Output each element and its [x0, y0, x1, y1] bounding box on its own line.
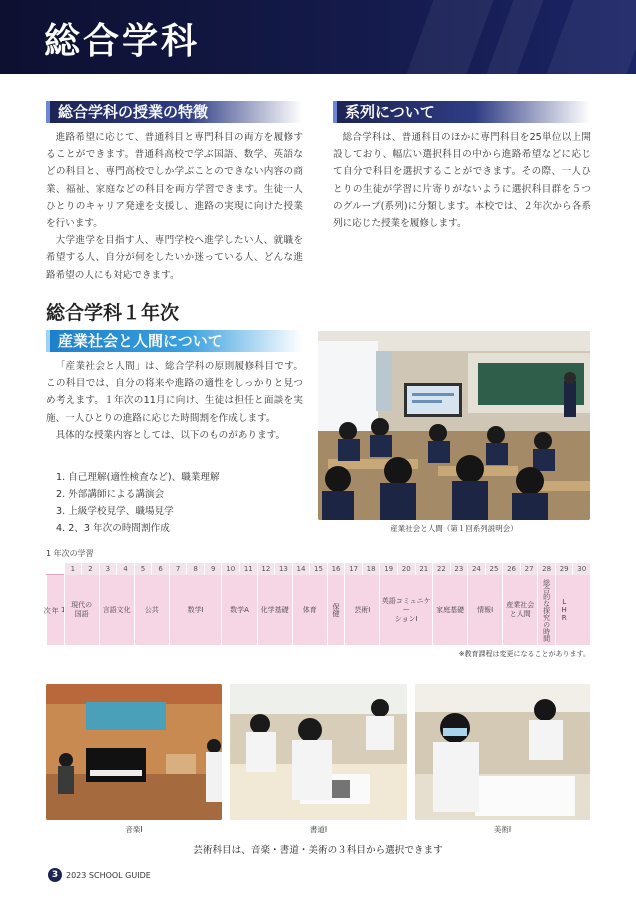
page-header [0, 0, 636, 74]
calligraphy-caption: 書道Ⅰ [309, 825, 328, 834]
period-number: 15 [309, 563, 327, 575]
calligraphy-illustration [230, 684, 407, 820]
year1-paragraph-1: 「産業社会と人間」は、総合学科の原則履修科目です。この科目では、自分の将来や進路の適性をしっかりと見つめ考えます。１年次の11月に向け、生徒は担任と面談を実施、一人ひとりの進路に応じた時間割を作成します。 [46, 361, 303, 424]
period-number: 23 [450, 563, 468, 575]
footer-label: 2023 SCHOOL GUIDE [66, 870, 151, 880]
subject-cell: 体育 [292, 575, 327, 645]
music-photo [46, 684, 222, 820]
classroom-caption: 産業社会と人間（第１回系列説明会） [390, 524, 518, 533]
subject-cell: 産業社会 と人間 [502, 575, 537, 645]
period-number: 13 [274, 563, 292, 575]
period-number: 27 [520, 563, 538, 575]
classroom-illustration [318, 331, 590, 520]
period-number: 22 [432, 563, 450, 575]
period-number: 10 [221, 563, 239, 575]
subject-cell: 英語コミュニケー ションⅠ [379, 575, 432, 645]
features-paragraph-1: 進路希望に応じて、普通科目と専門科目の両方を履修することができます。普通科高校で学ぶ国語、数学、英語などの科目と、専門高校でしか学ぶことのできない内容の商業、福祉、家庭などの科目を両方学習できます。生徒一人ひとりのキャリア発達を支援し、進路の実現に向けた授業を行います。 [46, 132, 303, 230]
art-caption: 美術Ⅰ [493, 825, 512, 834]
period-number: 4 [116, 563, 134, 575]
calligraphy-photo [230, 684, 407, 820]
period-number: 3 [99, 563, 117, 575]
period-number: 1 [64, 563, 82, 575]
list-item: 4. 2、3 年次の時間割作成 [56, 523, 170, 534]
period-number: 16 [327, 563, 345, 575]
timetable-note: ※教育課程は変更になることがあります。 [458, 650, 590, 658]
period-number: 6 [151, 563, 169, 575]
period-number: 17 [344, 563, 362, 575]
period-number: 28 [537, 563, 555, 575]
period-number: 5 [134, 563, 152, 575]
features-text [46, 129, 303, 284]
subject-cell: 総合的な探究の時間 [537, 575, 555, 645]
subject-cell: 情報Ⅰ [467, 575, 502, 645]
timetable-grid [43, 563, 590, 645]
period-number: 18 [362, 563, 380, 575]
list-item: 1. 自己理解(適性検査など)、職業理解 [56, 472, 220, 483]
period-number: 8 [186, 563, 204, 575]
features-paragraph-2: 大学進学を目指す人、専門学校へ進学したい人、就職を希望する人、自分が何をしたいか迷っている人、どんな進路希望の人にも対応できます。 [46, 235, 303, 281]
year1-subheading: 産業社会と人間について [46, 330, 302, 352]
period-number: 14 [292, 563, 310, 575]
subject-cell: LHR [555, 575, 573, 645]
music-caption: 音楽Ⅰ [125, 825, 143, 834]
period-number: 24 [467, 563, 485, 575]
subject-cell: 言語文化 [99, 575, 134, 645]
page-number: 3 [48, 868, 62, 882]
period-number: 26 [502, 563, 520, 575]
period-number: 29 [555, 563, 573, 575]
period-number: 11 [239, 563, 257, 575]
list-item: 3. 上級学校見学、職場見学 [56, 506, 174, 517]
art-photo [415, 684, 590, 820]
subject-cell: 現代の 国語 [64, 575, 99, 645]
features-heading: 総合学科の授業の特徴 [46, 101, 302, 123]
period-number: 30 [572, 563, 590, 575]
subject-cell: 数学A [221, 575, 256, 645]
period-number: 2 [81, 563, 99, 575]
series-text [333, 129, 591, 232]
period-number: 25 [485, 563, 503, 575]
year1-text [46, 358, 303, 444]
subject-cell: 1 年 次 [46, 575, 64, 645]
subject-cell: 公共 [134, 575, 169, 645]
period-number: 7 [169, 563, 187, 575]
music-illustration [46, 684, 222, 820]
subject-cell: 家庭基礎 [432, 575, 467, 645]
series-heading: 系列について [333, 101, 590, 123]
series-paragraph: 総合学科は、普通科目のほかに専門科目を25単位以上開設しており、幅広い選択科目の中から進路希望などに応じて自分で科目を選択することができます。その際、一人ひとりの生徒が学習に片寄りがないように選択科目群を５つのグループ(系列)に分類します。本校では、２年次から各系列に応じた授業を履修します。 [333, 132, 591, 230]
year1-title: 総合学科１年次 [46, 302, 180, 324]
period-number: 19 [379, 563, 397, 575]
period-number: 20 [397, 563, 415, 575]
period-number: 12 [257, 563, 275, 575]
page-title: 総合学科 [44, 21, 201, 62]
period-number: 21 [415, 563, 433, 575]
year1-paragraph-2: 具体的な授業内容としては、以下のものがあります。 [55, 429, 286, 441]
timetable-title: 1 年次の学習 [46, 549, 94, 558]
subject-cell: 保健 [327, 575, 345, 645]
art-illustration [415, 684, 590, 820]
timetable-number-row [46, 563, 590, 575]
period-number: 9 [204, 563, 222, 575]
page-footer [48, 868, 151, 882]
subject-cell: 芸術Ⅰ [344, 575, 379, 645]
list-item: 2. 外部講師による講演会 [56, 489, 165, 500]
subject-cell: 数学Ⅰ [169, 575, 222, 645]
subject-cell: 化学基礎 [257, 575, 292, 645]
arts-summary: 芸術科目は、音楽・書道・美術の３科目から選択できます [193, 845, 443, 856]
classroom-photo [318, 331, 590, 520]
year1-content-list [56, 469, 220, 537]
